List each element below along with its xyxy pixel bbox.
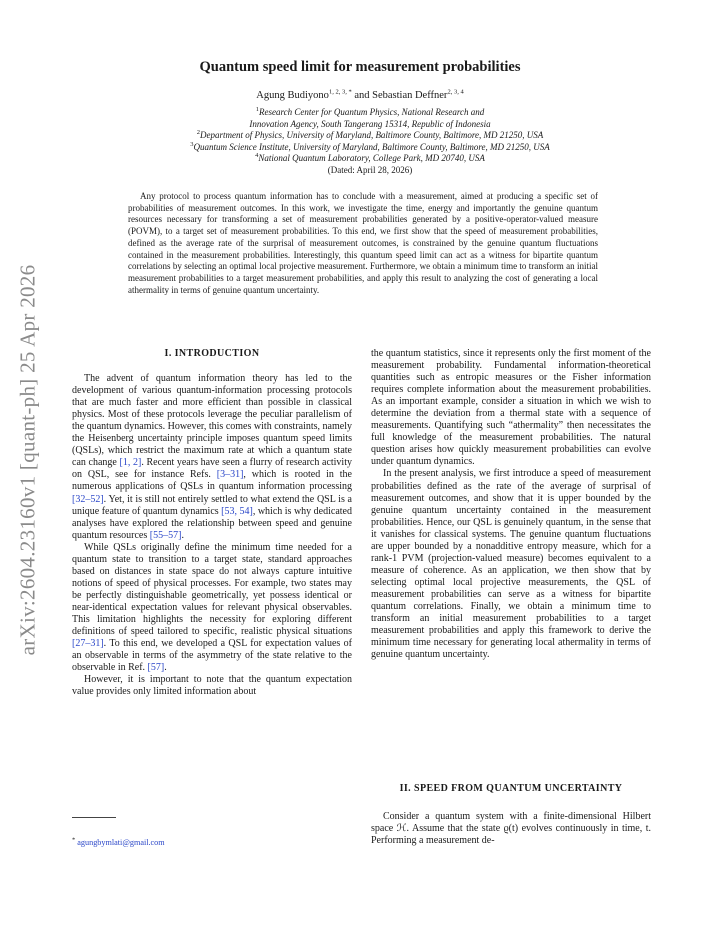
- intro-paragraph-2: While QSLs originally define the minimum time needed for a quantum state to transition to a target state, standard approaches based on distances in state space do not always capture intuitive notions of speed of physical processes. For example, two states may be perfectly distinguishable geometrically, yet possess identical or near-identical expectation values for relevant physical observables. This limitation highlights the necessity for exploring different definitions of speed tailored to specific, realistic physical situations [27–31]. To this end, we developed a QSL for expectation values of an observable in terms of the asymmetry of the state relative to the observable in Ref. [57].: [72, 541, 352, 674]
- author-1: Agung Budiyono: [256, 90, 329, 101]
- footnote-rule: [72, 817, 116, 818]
- citation-link[interactable]: [3–31]: [216, 469, 244, 481]
- citation-link[interactable]: [57]: [147, 662, 165, 674]
- affiliation: Innovation Agency, South Tangerang 15314, Republic of Indonesia: [249, 118, 491, 129]
- citation-link[interactable]: [27–31]: [72, 638, 104, 650]
- citation-link[interactable]: [53, 54]: [221, 505, 253, 517]
- right-paragraph-1: the quantum statistics, since it represents only the first moment of the measurement probability. Fundamental information-theoretical quantities such as entropic measures or the Fisher information requires complete information about the measurement probabilities. As an important example, consider a situation in which we wish to determine the deviation from a thermal state with a sequence of measurements. Quantifying such “athermality” then necessitates the full knowledge of the measurement probabilities. The natural question arises how quickly measurement probabilities can evolve under quantum dynamics.: [371, 348, 651, 468]
- author-1-affil: 1, 2, 3, *: [328, 88, 352, 96]
- arxiv-sidebar: [8, 250, 48, 670]
- citation-link[interactable]: [1, 2]: [119, 457, 142, 469]
- citation-link[interactable]: [55–57]: [149, 529, 182, 541]
- email-link[interactable]: agungbymlati@gmail.com: [77, 838, 165, 847]
- affiliations: [100, 107, 640, 177]
- affiliation: $^4$National Quantum Laboratory, College Park, MD 20740, USA: [255, 152, 485, 164]
- section-heading-speed: II. SPEED FROM QUANTUM UNCERTAINTY: [399, 783, 623, 794]
- footnote: [72, 838, 165, 847]
- intro-paragraph-3: However, it is important to note that the quantum expectation value provides only limited information about: [72, 674, 352, 698]
- section-2-paragraph: Consider a quantum system with a finite-dimensional Hilbert space ℋ. Assume that the state ϱ(t) evolves continuously in time, t. Performing a measurement de-: [371, 811, 651, 847]
- author-and: and: [354, 90, 370, 101]
- affiliation: $^1$Research Center for Quantum Physics, National Research and: [255, 106, 485, 117]
- footnote-mark: *: [72, 836, 76, 844]
- author-2-affil: 2, 3, 4: [447, 88, 464, 96]
- intro-paragraph-1: The advent of quantum information theory has led to the development of various quantum-information processing protocols that are much faster and more efficient than possible in classical physics. Most of these protocols leverage the peculiar parallelism of the quantum dynamics. However, this comes with constraints, namely the Heisenberg uncertainty principle imposes quantum speed limits (QSLs), which restrict the maximum rate at which a quantum state can change [1, 2]. Recent years have seen a flurry of research activity on QSL, see for instance Refs. [3–31], which is rooted in the numerous applications of QSLs in quantum information processing [32–52]. Yet, it is still not entirely settled to what extend the QSL is a unique feature of quantum dynamics [53, 54], which is why dedicated analyses have explored the relationship between speed and genuine quantum resources [55–57].: [72, 373, 352, 541]
- author-2: Sebastian Deffner: [372, 90, 448, 101]
- section-heading-introduction: I. INTRODUCTION: [164, 348, 260, 359]
- left-column: [72, 348, 352, 698]
- paper-title: Quantum speed limit for measurement probabilities: [199, 59, 521, 75]
- arxiv-stamp: arXiv:2604.23160v1 [quant-ph] 25 Apr 2026: [15, 264, 40, 656]
- affiliation: $^3$Quantum Science Institute, University of Maryland, Baltimore County, Baltimore, MD 21250, USA: [190, 140, 550, 152]
- dated-line: (Dated: April 28, 2026): [327, 164, 413, 175]
- abstract: Any protocol to process quantum information has to conclude with a measurement, aimed at producing a specific set of probabilities of measurement outcomes. In this work, we investigate the time, energy and importantly the genuine quantum resources necessary for transforming a set of measurement probabilities generated by a positive-operator-valued measure (POVM), to a target set of measurement probabilities. To this end, we first show that the speed of measurement probabilities, defined as the average rate of the surprisal of measurement outcomes, is constrained by the genuine quantum fluctuations contained in the measurement probabilities. Interestingly, this quantum speed limit can act as a witness for bipartite quantum correlations by selecting an optimal local projective measurement. Furthermore, we obtain a minimum time to transform an initial measurement probabilities to a target measurement probabilities, and apply this result to analyzing the cost of generating a local athermality in terms of genuine quantum uncertainty.: [128, 191, 598, 295]
- right-paragraph-2: In the present analysis, we first introduce a speed of measurement probabilities defined as the rate of the average of surprisal of measurement outcomes, and show that it is upper bounded by the genuine quantum uncertainty contained in the measurement probabilities. Hence, our QSL is genuinely quantum, in the sense that it vanishes for classical systems. The genuine quantum fluctuations are upper bounded by a nonadditive entropy measure, which for a rank-1 PVM (projection-valued measure) becomes equivalent to a measure of coherence. As an application, we then show that by selecting optimal local projective measurements, the QSL of measurement probabilities can serve as a witness for bipartite quantum correlations. Finally, we obtain a minimum time to transform an initial measurement probabilities to a target measurement probabilities and apply this framework to derive the minimum time necessary for generating local athermality in terms of genuine quantum uncertainty.: [371, 468, 651, 661]
- right-column: [371, 348, 651, 661]
- affiliation: $^2$Department of Physics, University of Maryland, Baltimore County, Baltimore, MD 21250, USA: [196, 129, 544, 141]
- citation-link[interactable]: [32–52]: [72, 493, 104, 505]
- author-line: [0, 90, 720, 101]
